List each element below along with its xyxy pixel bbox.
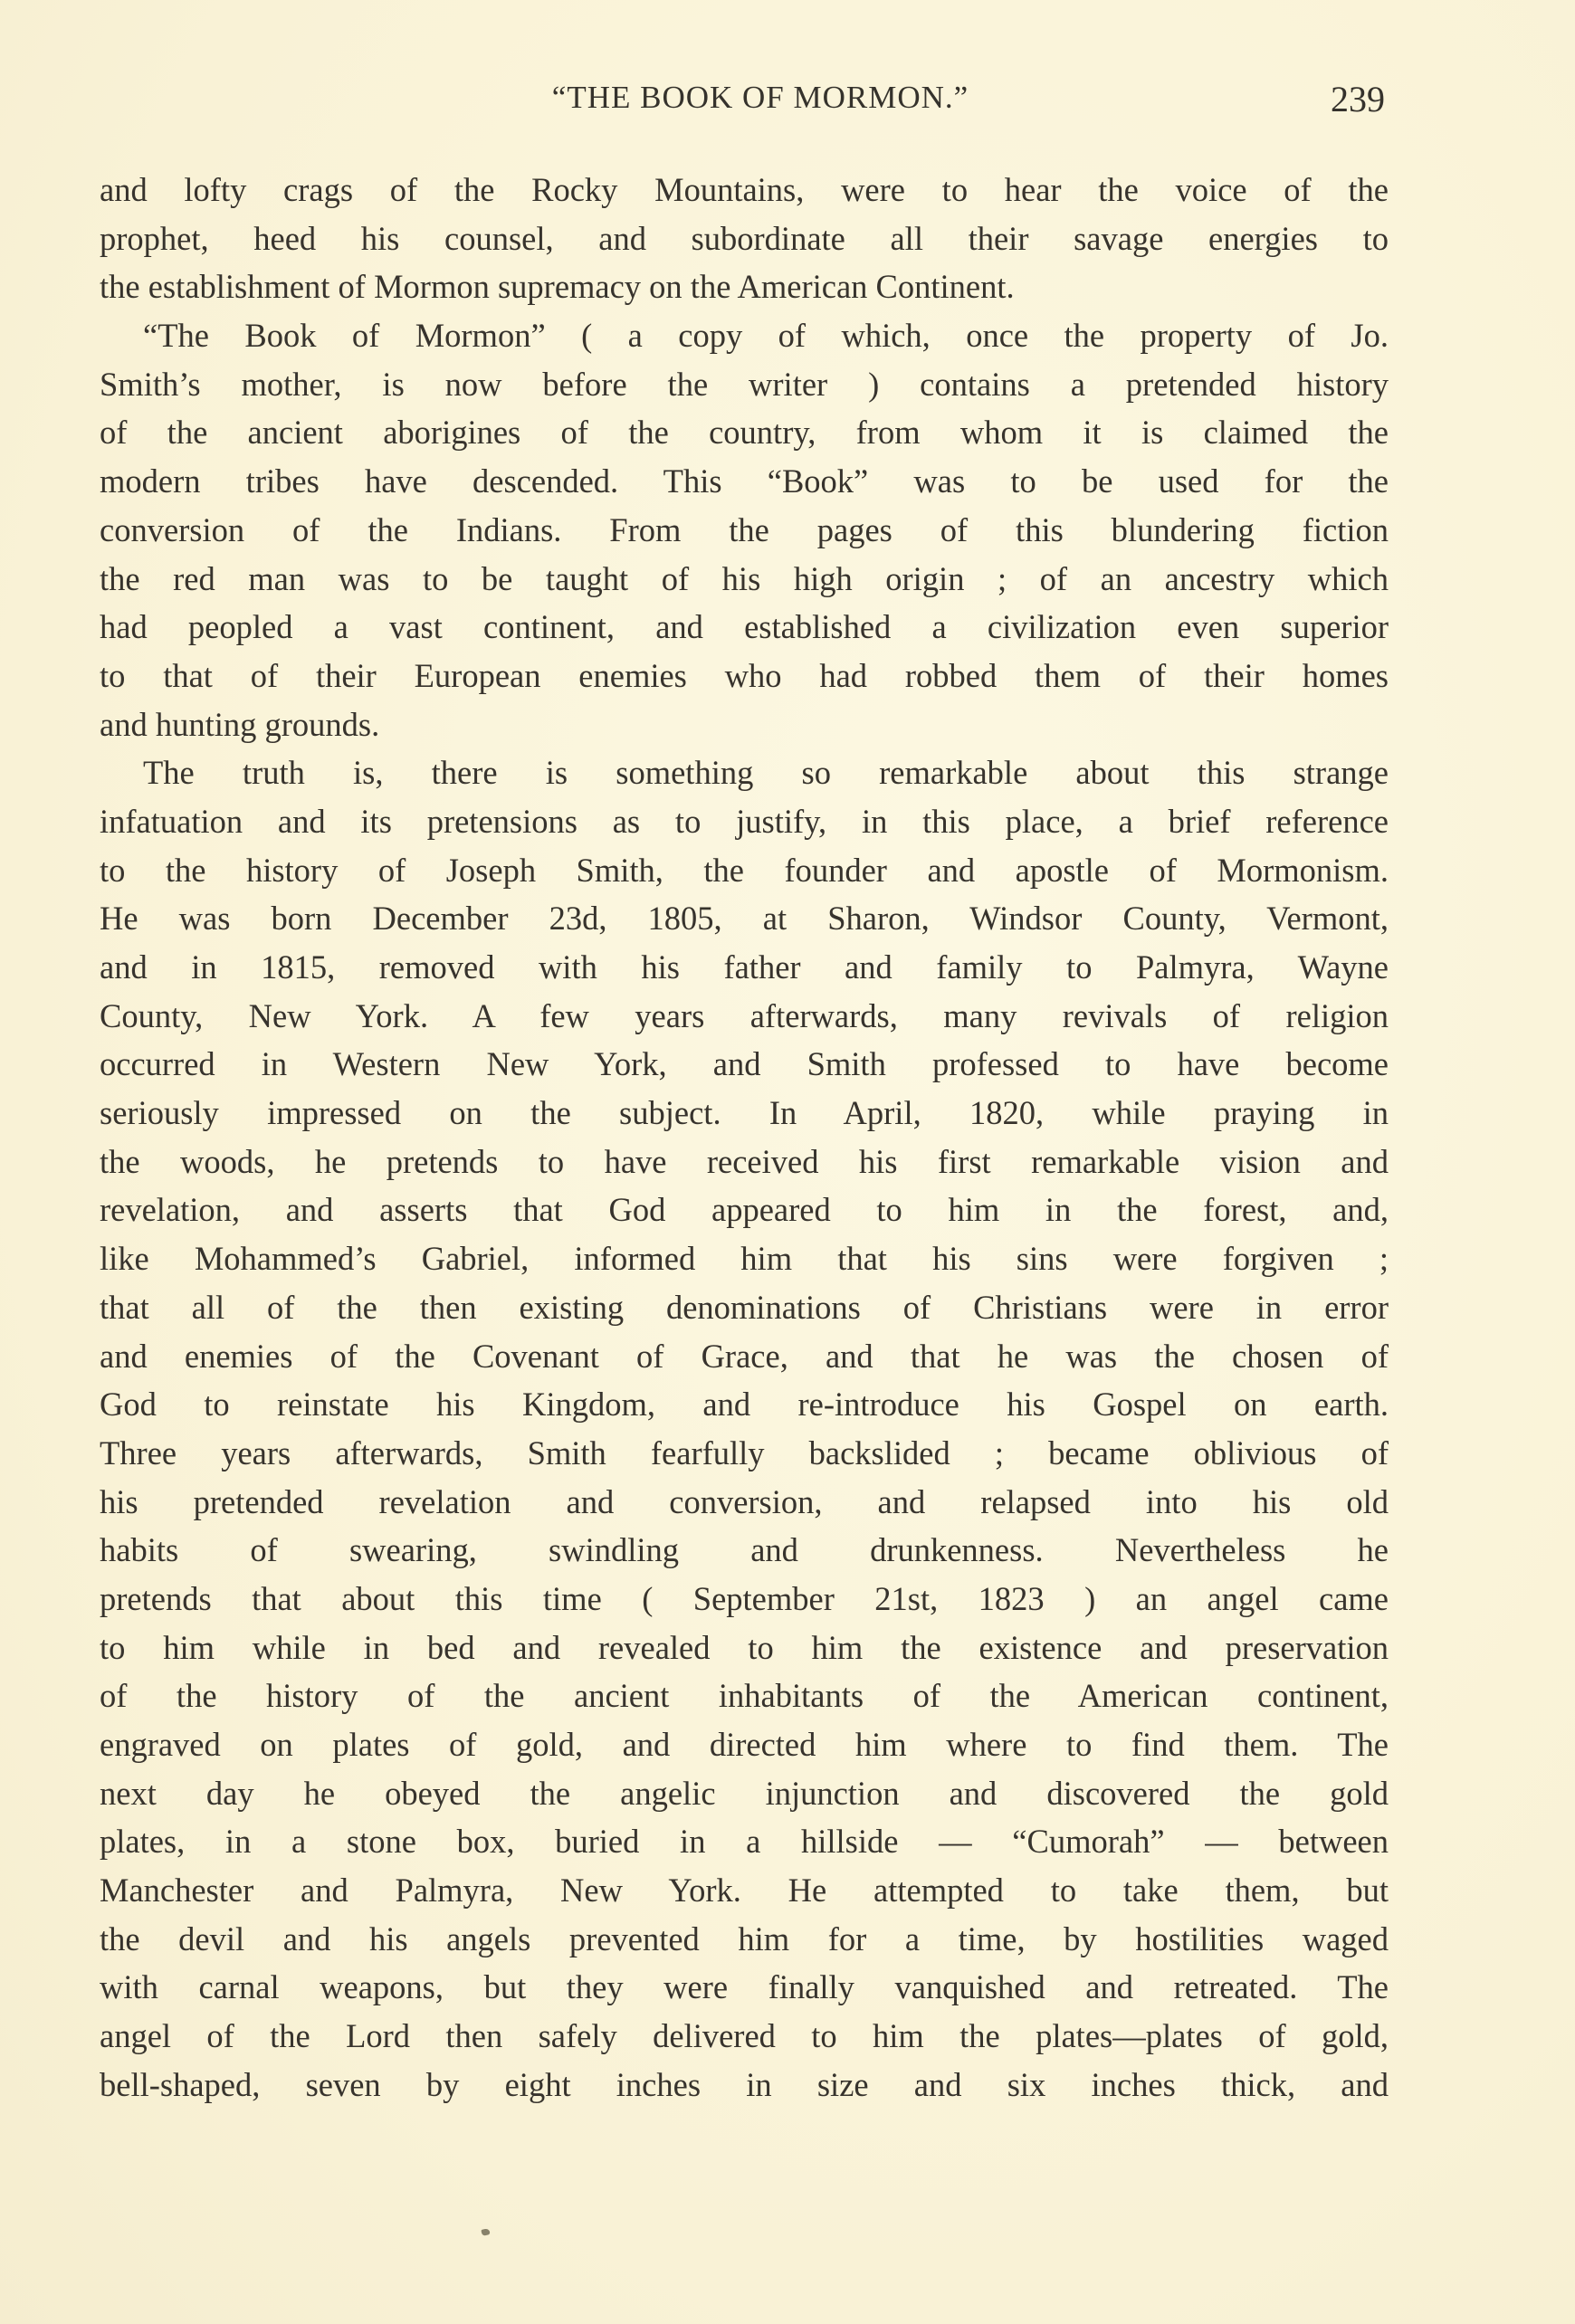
text-line: bell-shaped, seven by eight inches in size and six inches thick, and xyxy=(100,2065,1389,2103)
page-header xyxy=(100,80,1385,125)
text-line: the woods, he pretends to have received his first remarkable vision and xyxy=(100,1142,1389,1180)
paragraph-start-line: The truth is, there is something so remarkable about this strange xyxy=(143,754,1389,792)
text-line: engraved on plates of gold, and directed him where to find them. The xyxy=(100,1726,1389,1763)
body-text xyxy=(100,166,1389,2110)
text-line: of the history of the ancient inhabitants of the American continent, xyxy=(100,1677,1389,1715)
text-line: the red man was to be taught of his high origin ; of an ancestry which xyxy=(100,559,1389,597)
text-line: that all of the then existing denominations of Christians were in error xyxy=(100,1288,1389,1326)
text-line: Manchester and Palmyra, New York. He attempted to take them, but xyxy=(100,1872,1389,1910)
text-line: angel of the Lord then safely delivered to him the plates—plates of gold, xyxy=(100,2017,1389,2055)
text-line: had peopled a vast continent, and established a civilization even superior xyxy=(100,608,1389,646)
text-line: habits of swearing, swindling and drunkenness. Nevertheless he xyxy=(100,1531,1389,1569)
text-line: modern tribes have descended. This “Book” was to be used for the xyxy=(100,462,1389,500)
text-line: like Mohammed’s Gabriel, informed him that his sins were forgiven ; xyxy=(100,1240,1389,1278)
text-line: pretends that about this time ( September 21st, 1823 ) an angel came xyxy=(100,1579,1389,1617)
text-line: his pretended revelation and conversion, and relapsed into his old xyxy=(100,1482,1389,1520)
text-line: to that of their European enemies who had robbed them of their homes xyxy=(100,656,1389,694)
text-line: to the history of Joseph Smith, the founder and apostle of Mormonism. xyxy=(100,851,1389,889)
text-line: infatuation and its pretensions as to justify, in this place, a brief reference xyxy=(100,802,1389,840)
text-line: and hunting grounds. xyxy=(100,705,380,743)
running-title: “THE BOOK OF MORMON.” xyxy=(551,80,969,115)
text-line: with carnal weapons, but they were finally vanquished and retreated. The xyxy=(100,1968,1389,2006)
text-line: and lofty crags of the Rocky Mountains, were to hear the voice of the xyxy=(100,171,1389,208)
text-line: next day he obeyed the angelic injunction and discovered the gold xyxy=(100,1774,1389,1812)
text-line: County, New York. A few years afterwards, many revivals of religion xyxy=(100,996,1389,1034)
paragraph-start-line: “The Book of Mormon” ( a copy of which, once the property of Jo. xyxy=(143,317,1389,355)
paper-speck-mark xyxy=(481,2228,490,2236)
text-line: plates, in a stone box, buried in a hillside — “Cumorah” — between xyxy=(100,1823,1389,1861)
text-line: seriously impressed on the subject. In April, 1820, while praying in xyxy=(100,1094,1389,1132)
text-line: conversion of the Indians. From the pages of this blundering fiction xyxy=(100,510,1389,548)
text-line: the devil and his angels prevented him for a time, by hostilities waged xyxy=(100,1919,1389,1957)
text-line: Smith’s mother, is now before the writer ) contains a pretended history xyxy=(100,365,1389,403)
text-line: Three years afterwards, Smith fearfully backslided ; became oblivious of xyxy=(100,1433,1389,1472)
text-line: to him while in bed and revealed to him the existence and preservation xyxy=(100,1628,1389,1666)
text-line: the establishment of Mormon supremacy on the American Continent. xyxy=(100,268,1015,306)
text-line: He was born December 23d, 1805, at Sharon, Windsor County, Vermont, xyxy=(100,900,1389,938)
text-line: and enemies of the Covenant of Grace, and that he was the chosen of xyxy=(100,1337,1389,1375)
text-line: of the ancient aborigines of the country, from whom it is claimed the xyxy=(100,414,1389,452)
page-number: 239 xyxy=(1331,79,1385,119)
text-line: revelation, and asserts that God appeared to him in the forest, and, xyxy=(100,1191,1389,1229)
text-line: God to reinstate his Kingdom, and re-introduce his Gospel on earth. xyxy=(100,1386,1389,1424)
text-line: and in 1815, removed with his father and family to Palmyra, Wayne xyxy=(100,948,1389,986)
text-line: occurred in Western New York, and Smith professed to have become xyxy=(100,1045,1389,1083)
text-line: prophet, heed his counsel, and subordinate all their savage energies to xyxy=(100,219,1389,257)
